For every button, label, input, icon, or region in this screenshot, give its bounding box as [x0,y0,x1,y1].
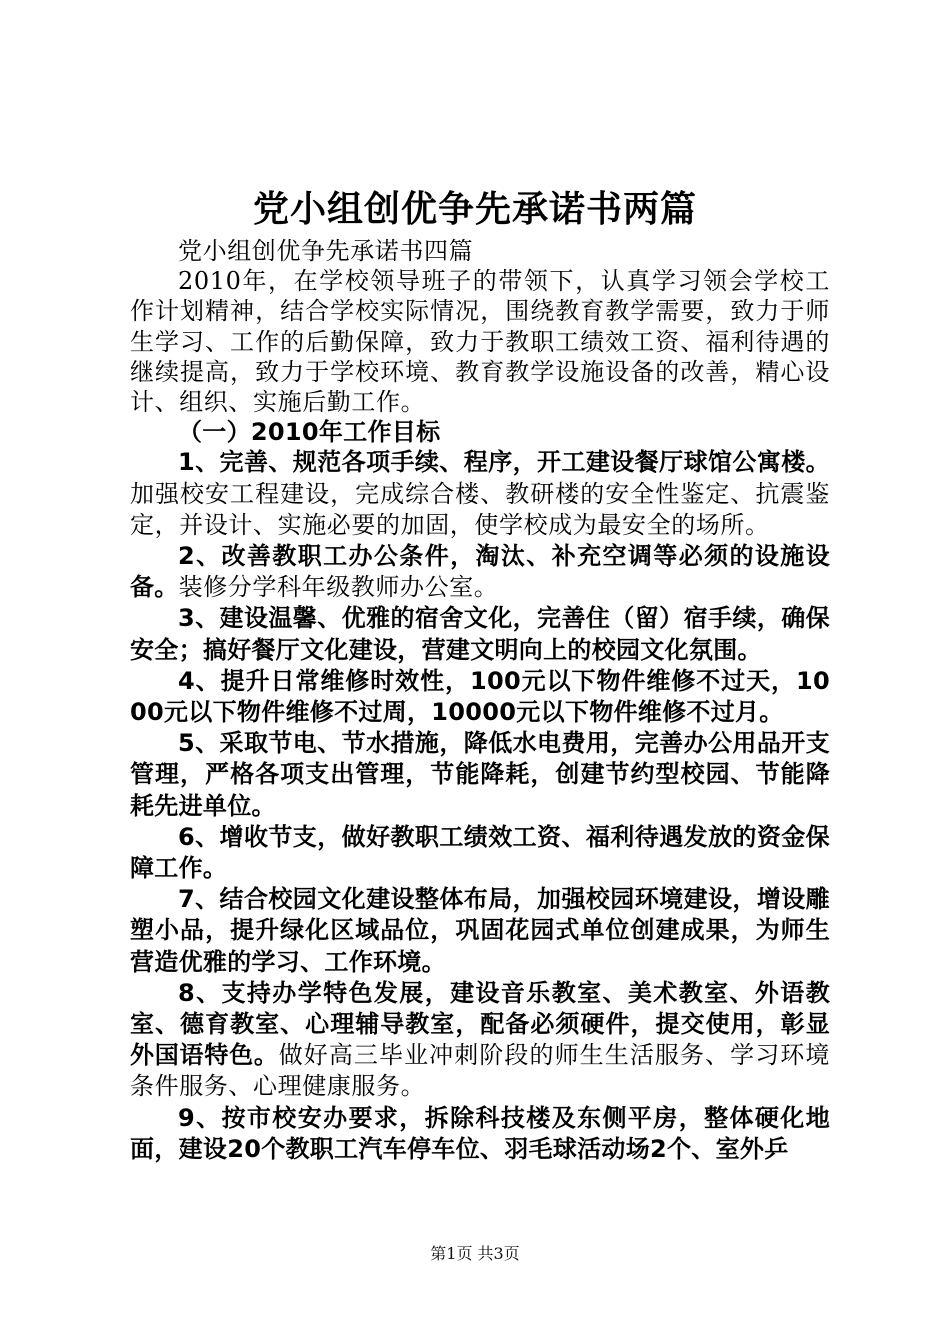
list-item [130,884,830,978]
item-main-text: 6、增收节支，做好教职工绩效工资、福利待遇发放的资金保障工作。 [130,822,830,883]
item-main-text: 7、结合校园文化建设整体布局，加强校园环境建设，增设雕塑小品，提升绿化区域品位，巩固花园式单位创建成果，为师生营造优雅的学习、工作环境。 [130,885,830,976]
item-main-text: 1、完善、规范各项手续、程序，开工建设餐厅球馆公寓楼。 [178,448,830,477]
item-note-text: 装修分学科年级教师办公室。 [178,573,499,602]
item-note-text: 做好高三毕业冲刺阶段的师生生活服务、学习环境条件服务、心理健康服务。 [130,1041,830,1101]
page-footer: 第1页 共3页 [430,1244,520,1263]
subtitle-line: 党小组创优争先承诺书四篇 [178,237,474,265]
item-main-text: 9、按市校安办要求，拆除科技楼及东侧平房，整体硬化地面，建设20个教职工汽车停车位、羽毛球活动场2个、室外乒 [130,1103,830,1163]
list-item [130,666,830,728]
section-heading: （一）2010年工作目标 [178,418,441,447]
item-main-text: 8、支持办学特色发展，建设音乐教室、美术教室、外语教室、德育教室、心理辅导教室，配备必须硬件，提交使用，彰显外国语特色。 [130,978,830,1070]
list-item [130,447,830,541]
document-title: 党小组创优争先承诺书两篇 [252,188,697,230]
list-item [130,978,830,1103]
item-main-text: 2、改善教职工办公条件，淘汰、补充空调等必须的设施设备。 [130,542,830,602]
list-item [130,541,830,603]
item-main-text: 3、建设温馨、优雅的宿舍文化，完善住（留）宿手续，确保安全；搞好餐厅文化建设，营建文明向上的校园文化氛围。 [130,604,830,664]
item-note-text: 加强校安工程建设，完成综合楼、教研楼的安全性鉴定、抗震鉴定，并设计、实施必要的加固，使学校成为最安全的场所。 [130,479,830,539]
list-item [130,603,830,665]
item-main-text: 5、采取节电、节水措施，降低水电费用，完善办公用品开支管理，严格各项支出管理，节能降耗，创建节约型校园、节能降耗先进单位。 [130,729,830,820]
list-item [130,822,830,884]
list-item [130,728,830,822]
item-main-text: 4、提升日常维修时效性，100元以下物件维修不过天，1000元以下物件维修不过周，10000元以下物件维修不过月。 [130,666,830,727]
list-item [130,1103,830,1165]
intro-paragraph: 2010年，在学校领导班子的带领下，认真学习领会学校工作计划精神，结合学校实际情况，围绕教育教学需要，致力于师生学习、工作的后勤保障，致力于教职工绩效工资、福利待遇的继续提高，致力于学校环境、教育教学设施设备的改善，精心设计、组织、实施后勤工作。 [130,267,830,417]
document-body [130,236,830,1165]
